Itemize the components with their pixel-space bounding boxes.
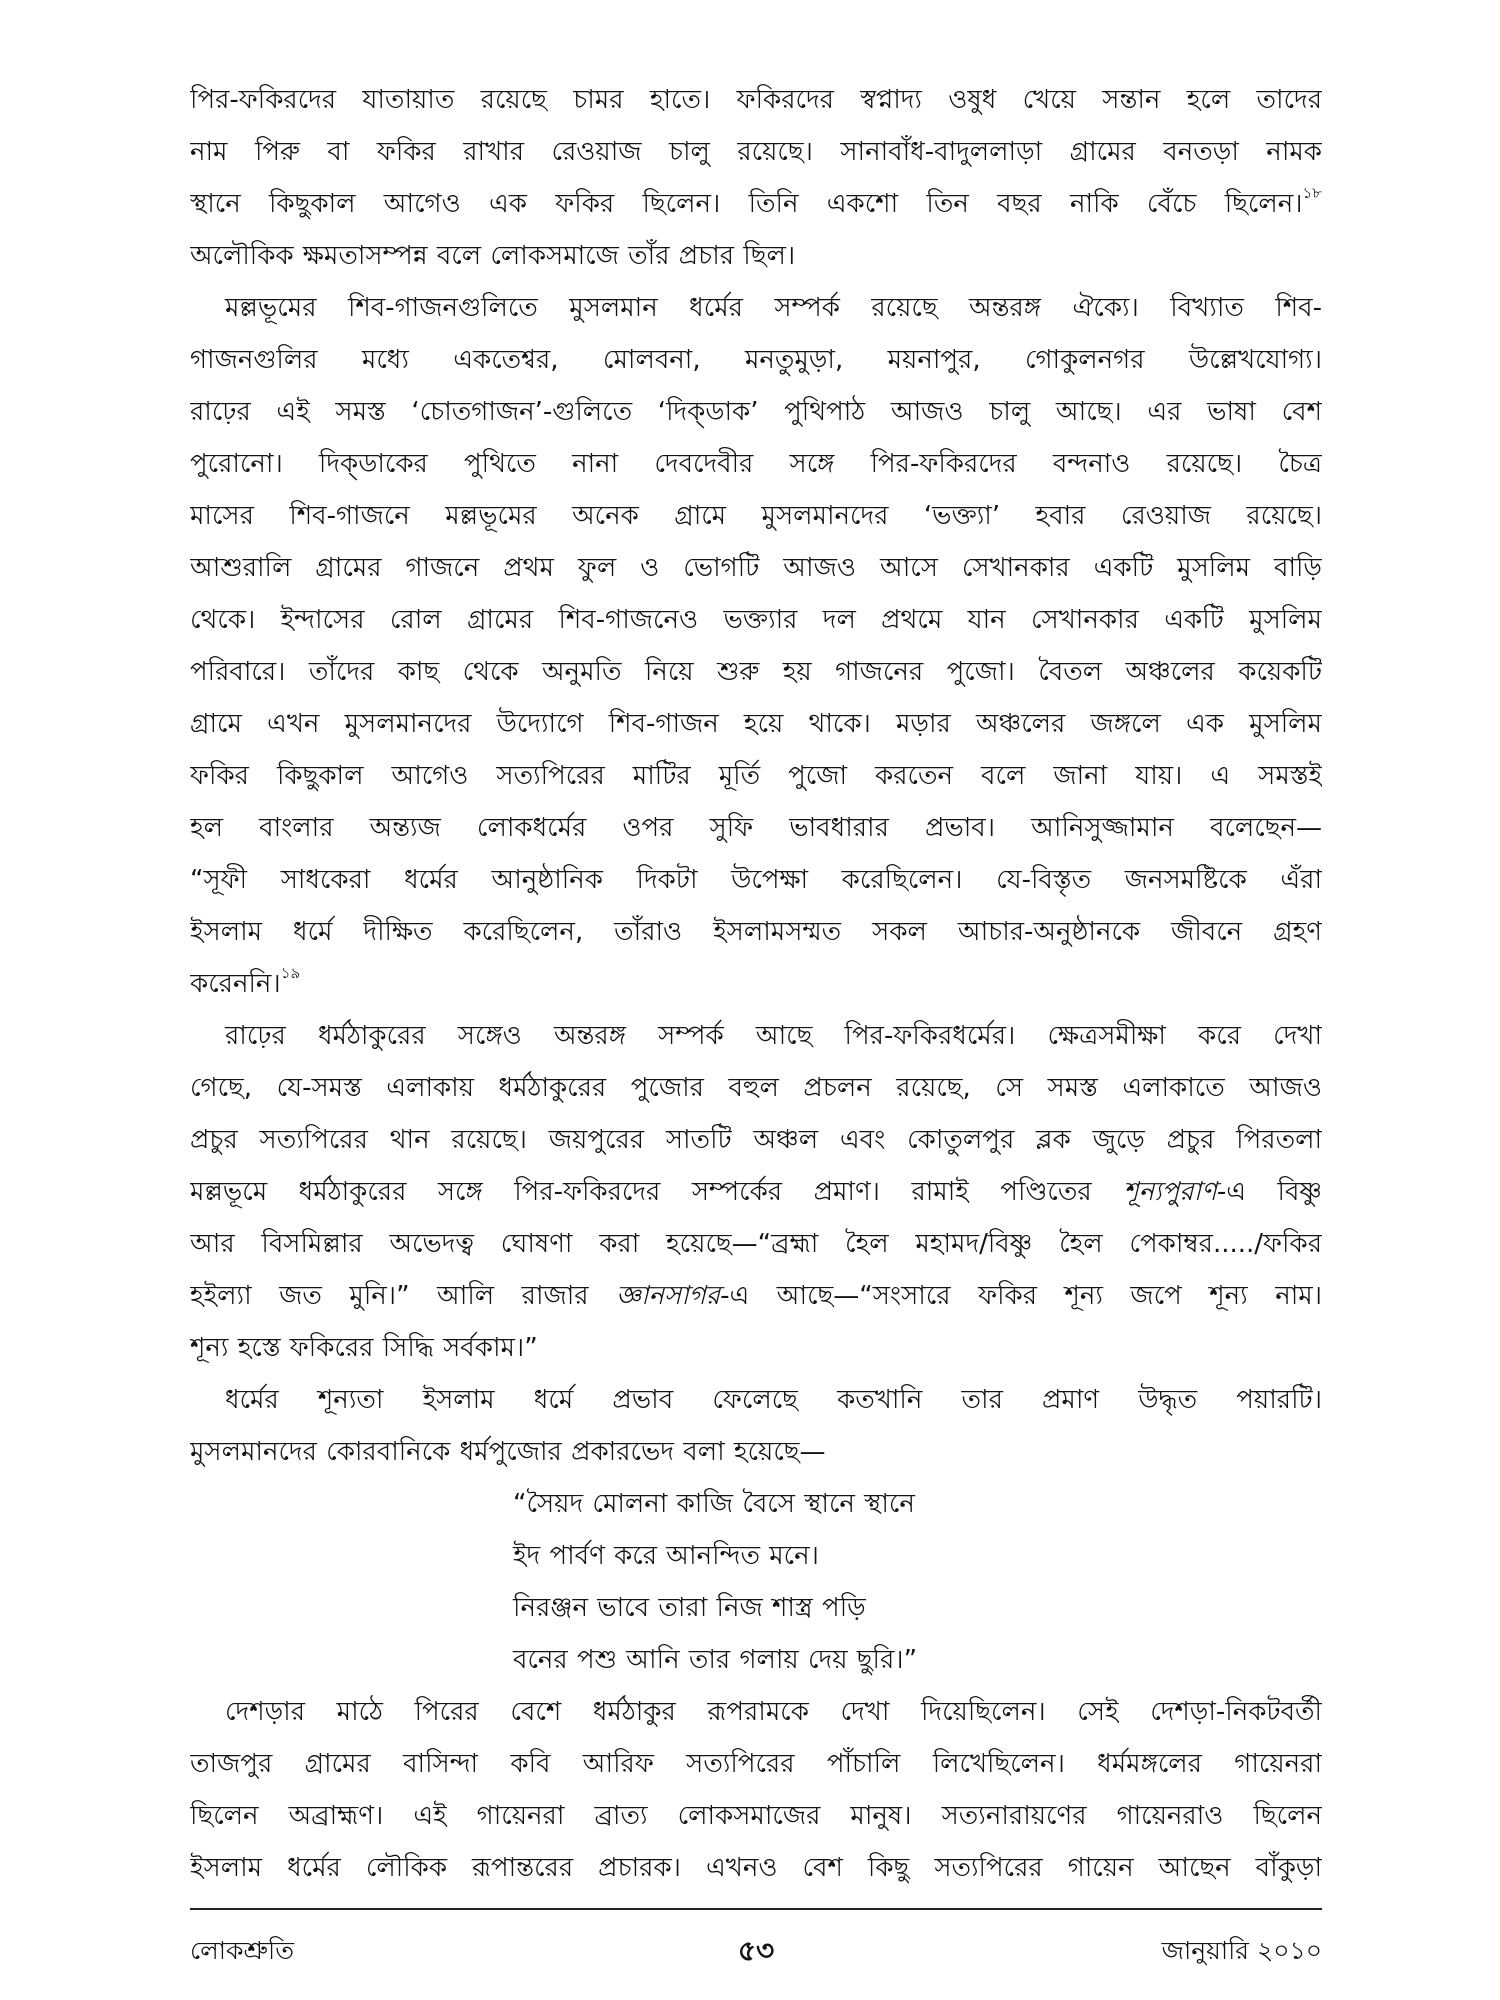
paragraph: [190, 282, 1322, 1010]
body-line-text: -এ বিষ্ণু: [1216, 1177, 1322, 1207]
verse-line: বনের পশু আনি তার গলায় দেয় ছুরি।”: [513, 1645, 918, 1675]
body-line: [190, 178, 1322, 230]
body-line: [190, 1270, 1322, 1322]
footer: [190, 1926, 1322, 1976]
body-line: মাসের শিব-গাজনে মল্লভূমের অনেক গ্রামে মুসলমানদের ‘ভক্ত্যা’ হবার রেওয়াজ রয়েছে।: [190, 501, 1322, 531]
body-line: গ্রামে এখন মুসলমানদের উদ্যোগে শিব-গাজন হয়ে থাকে। মড়ার অঞ্চলের জঙ্গলে এক মুসলিম: [190, 709, 1322, 739]
body-line: শূন্য হস্তে ফকিরের সিদ্ধি সর্বকাম।”: [190, 1333, 538, 1363]
body-line: পির-ফকিরদের যাতায়াত রয়েছে চামর হাতে। ফকিরদের স্বপ্নাদ্য ওষুধ খেয়ে সন্তান হলে তাদের: [190, 85, 1322, 115]
paragraph: [190, 1374, 1322, 1478]
body-line: [190, 958, 1322, 1010]
body-line: রাঢ়ের এই সমস্ত ‘চোতগাজন’-গুলিতে ‘দিক্‌ডাক’ পুথিপাঠ আজও চালু আছে। এর ভাষা বেশ: [190, 397, 1322, 427]
verse-block: [190, 1478, 1322, 1686]
body-line: অলৌকিক ক্ষমতাসম্পন্ন বলে লোকসমাজে তাঁর প্রচার ছিল।: [190, 241, 796, 271]
body-line: ধর্মের শূন্যতা ইসলাম ধর্মে প্রভাব ফেলেছে কতখানি তার প্রমাণ উদ্ধৃত পয়ারটি।: [225, 1385, 1322, 1415]
book-title: জ্ঞানসাগর: [616, 1281, 721, 1311]
body-line-text: স্থানে কিছুকাল আগেও এক ফকির ছিলেন। তিনি একশো তিন বছর নাকি বেঁচে ছিলেন।: [190, 189, 1303, 219]
text-column: [190, 74, 1322, 1894]
verse-line: ইদ পার্বণ করে আনন্দিত মনে।: [513, 1541, 819, 1571]
body-line: ইসলাম ধর্মে দীক্ষিত করেছিলেন, তাঁরাও ইসলামসম্মত সকল আচার-অনুষ্ঠানকে জীবনে গ্রহণ: [190, 917, 1322, 947]
page-number: ৫৩: [737, 1934, 775, 1967]
body-line: আশুরালি গ্রামের গাজনে প্রথম ফুল ও ভোগটি আজও আসে সেখানকার একটি মুসলিম বাড়ি: [190, 553, 1322, 583]
body-line: নাম পিরু বা ফকির রাখার রেওয়াজ চালু রয়েছে। সানাবাঁধ-বাদুললাড়া গ্রামের বনতড়া নামক: [190, 137, 1322, 167]
body-line: রাঢ়ের ধর্মঠাকুরের সঙ্গেও অন্তরঙ্গ সম্পর্ক আছে পির-ফকিরধর্মের। ক্ষেত্রসমীক্ষা করে দেখা: [225, 1021, 1322, 1051]
body-line: থেকে। ইন্দাসের রোল গ্রামের শিব-গাজনেও ভক্ত্যার দল প্রথমে যান সেখানকার একটি মুসলিম: [190, 605, 1322, 635]
body-line-text: মল্লভূমে ধর্মঠাকুরের সঙ্গে পির-ফকিরদের সম্পর্কের প্রমাণ। রামাই পণ্ডিতের: [190, 1177, 1124, 1207]
body-line: পরিবারে। তাঁদের কাছ থেকে অনুমতি নিয়ে শুরু হয় গাজনের পুজো। বৈতল অঞ্চলের কয়েকটি: [190, 657, 1322, 687]
verse-line: “সৈয়দ মোলনা কাজি বৈসে স্থানে স্থানে: [513, 1489, 915, 1519]
body-line: পুরোনো। দিক্‌ডাকের পুথিতে নানা দেবদেবীর সঙ্গে পির-ফকিরদের বন্দনাও রয়েছে। চৈত্র: [190, 449, 1322, 479]
footer-rule: [190, 1908, 1322, 1910]
body-line: গাজনগুলির মধ্যে একতেশ্বর, মোলবনা, মনতুমুড়া, ময়নাপুর, গোকুলনগর উল্লেখযোগ্য।: [190, 345, 1322, 375]
body-line: ছিলেন অব্রাহ্মণ। এই গায়েনরা ব্রাত্য লোকসমাজের মানুষ। সত্যনারায়ণের গায়েনরাও ছিলেন: [190, 1801, 1322, 1831]
footnote-ref: ১৮: [1302, 184, 1322, 202]
body-line: দেশড়ার মাঠে পিরের বেশে ধর্মঠাকুর রূপরামকে দেখা দিয়েছিলেন। সেই দেশড়া-নিকটবর্তী: [225, 1697, 1322, 1727]
body-line: “সূফী সাধকেরা ধর্মের আনুষ্ঠানিক দিকটা উপেক্ষা করেছিলেন। যে-বিস্তৃত জনসমষ্টিকে এঁরা: [190, 865, 1322, 895]
issue-date: জানুয়ারি ২০১০: [1161, 1936, 1322, 1965]
body-line-text: -এ আছে—“সংসারে ফকির শূন্য জপে শূন্য নাম।: [720, 1281, 1322, 1311]
body-line: হল বাংলার অন্ত্যজ লোকধর্মের ওপর সুফি ভাবধারার প্রভাব। আনিসুজ্জামান বলেছেন—: [190, 813, 1322, 843]
paragraph: [190, 1010, 1322, 1374]
body-line: প্রচুর সত্যপিরের থান রয়েছে। জয়পুরের সাতটি অঞ্চল এবং কোতুলপুর ব্লক জুড়ে প্রচুর পিরতলা: [190, 1125, 1322, 1155]
paragraph: [190, 1686, 1322, 1894]
body-line: [190, 1166, 1322, 1218]
footnote-ref: ১৯: [280, 964, 301, 982]
body-line: গেছে, যে-সমস্ত এলাকায় ধর্মঠাকুরের পুজোর বহুল প্রচলন রয়েছে, সে সমস্ত এলাকাতে আজও: [190, 1073, 1322, 1103]
body-line: আর বিসমিল্লার অভেদত্ব ঘোষণা করা হয়েছে—“ব্রহ্মা হৈল মহামদ/বিষ্ণু হৈল পেকাম্বর...../ফকির: [190, 1229, 1322, 1259]
body-line: মল্লভূমের শিব-গাজনগুলিতে মুসলমান ধর্মের সম্পর্ক রয়েছে অন্তরঙ্গ ঐক্যে। বিখ্যাত শিব-: [225, 293, 1322, 323]
body-line-text: হইল্যা জত মুনি।” আলি রাজার: [190, 1281, 617, 1311]
journal-name: লোকশ্রুতি: [190, 1936, 294, 1965]
book-title: শূন্যপুরাণ: [1123, 1177, 1217, 1207]
verse-line: নিরঞ্জন ভাবে তারা নিজ শাস্ত্র পড়ি: [513, 1593, 866, 1623]
body-line: ইসলাম ধর্মের লৌকিক রূপান্তরের প্রচারক। এখনও বেশ কিছু সত্যপিরের গায়েন আছেন বাঁকুড়া: [190, 1853, 1322, 1883]
body-line: ফকির কিছুকাল আগেও সত্যপিরের মাটির মূর্তি পুজো করতেন বলে জানা যায়। এ সমস্তই: [190, 761, 1322, 791]
body-line-text: করেননি।: [190, 969, 281, 999]
paragraph: [190, 74, 1322, 282]
body-line: তাজপুর গ্রামের বাসিন্দা কবি আরিফ সত্যপিরের পাঁচালি লিখেছিলেন। ধর্মমঙ্গলের গায়েনরা: [190, 1749, 1322, 1779]
body-line: মুসলমানদের কোরবানিকে ধর্মপুজোর প্রকারভেদ বলা হয়েছে—: [190, 1437, 826, 1467]
